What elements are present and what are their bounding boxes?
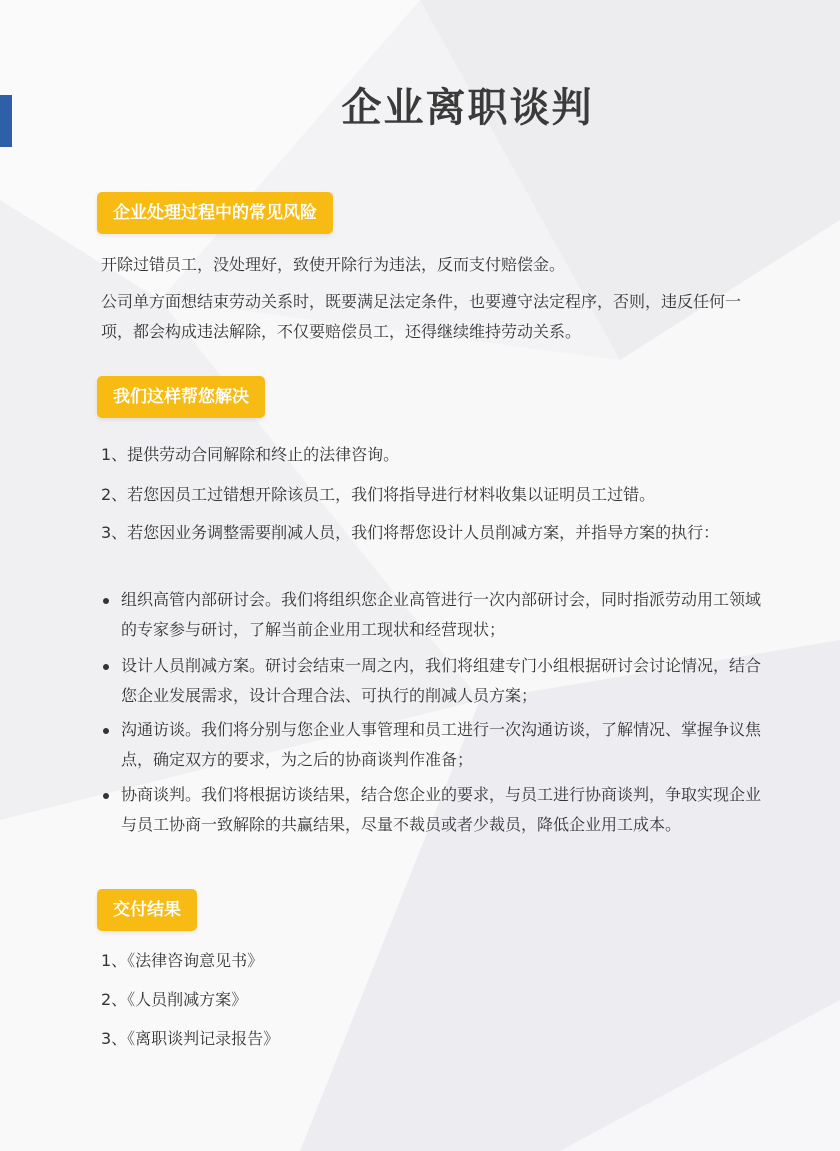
help-bullet-text-4: 协商谈判。我们将根据访谈结果，结合您企业的要求，与员工进行协商谈判，争取实现企业与员工协商一致解除的共赢结果，尽量不裁员或者少裁员，降低企业用工成本。 (121, 785, 762, 834)
section-badge-deliver: 交付结果 (97, 889, 197, 931)
help-bullet-3 (101, 715, 761, 775)
page-title: 企业离职谈判 (341, 85, 594, 131)
risk-paragraph-2: 公司单方面想结束劳动关系时，既要满足法定条件，也要遵守法定程序，否则，违反任何一项，都会构成违法解除，不仅要赔偿员工，还得继续维持劳动关系。 (101, 292, 742, 341)
bullet-dot-icon (103, 793, 109, 799)
risk-paragraph-1: 开除过错员工，没处理好，致使开除行为违法，反而支付赔偿金。 (101, 255, 566, 274)
help-bullet-text-1: 组织高管内部研讨会。我们将组织您企业高管进行一次内部研讨会，同时指派劳动用工领域的专家参与研讨，了解当前企业用工现状和经营现状； (121, 590, 762, 639)
bullet-dot-icon (103, 598, 109, 604)
deliver-item-1: 1、《法律咨询意见书》 (101, 951, 264, 970)
deliver-item-3: 3、《离职谈判记录报告》 (101, 1029, 280, 1048)
bullet-dot-icon (103, 664, 109, 670)
help-item-1: 1、提供劳动合同解除和终止的法律咨询。 (101, 445, 400, 464)
left-accent-bar (0, 95, 12, 147)
help-bullet-text-3: 沟通访谈。我们将分别与您企业人事管理和员工进行一次沟通访谈，了解情况、掌握争议焦点，确定双方的要求，为之后的协商谈判作准备； (121, 720, 762, 769)
help-bullet-2 (101, 651, 761, 711)
help-item-2: 2、若您因员工过错想开除该员工，我们将指导进行材料收集以证明员工过错。 (101, 485, 656, 504)
help-bullet-text-2: 设计人员削减方案。研讨会结束一周之内，我们将组建专门小组根据研讨会讨论情况，结合您企业发展需求，设计合理合法、可执行的削减人员方案； (121, 656, 762, 705)
deliver-item-2: 2、《人员削减方案》 (101, 990, 248, 1009)
bullet-dot-icon (103, 728, 109, 734)
help-bullet-4 (101, 780, 761, 840)
help-item-3: 3、若您因业务调整需要削减人员，我们将帮您设计人员削减方案，并指导方案的执行： (101, 523, 720, 542)
section-badge-help: 我们这样帮您解决 (97, 376, 265, 418)
section-badge-risks: 企业处理过程中的常见风险 (97, 192, 333, 234)
help-bullet-1 (101, 585, 761, 645)
